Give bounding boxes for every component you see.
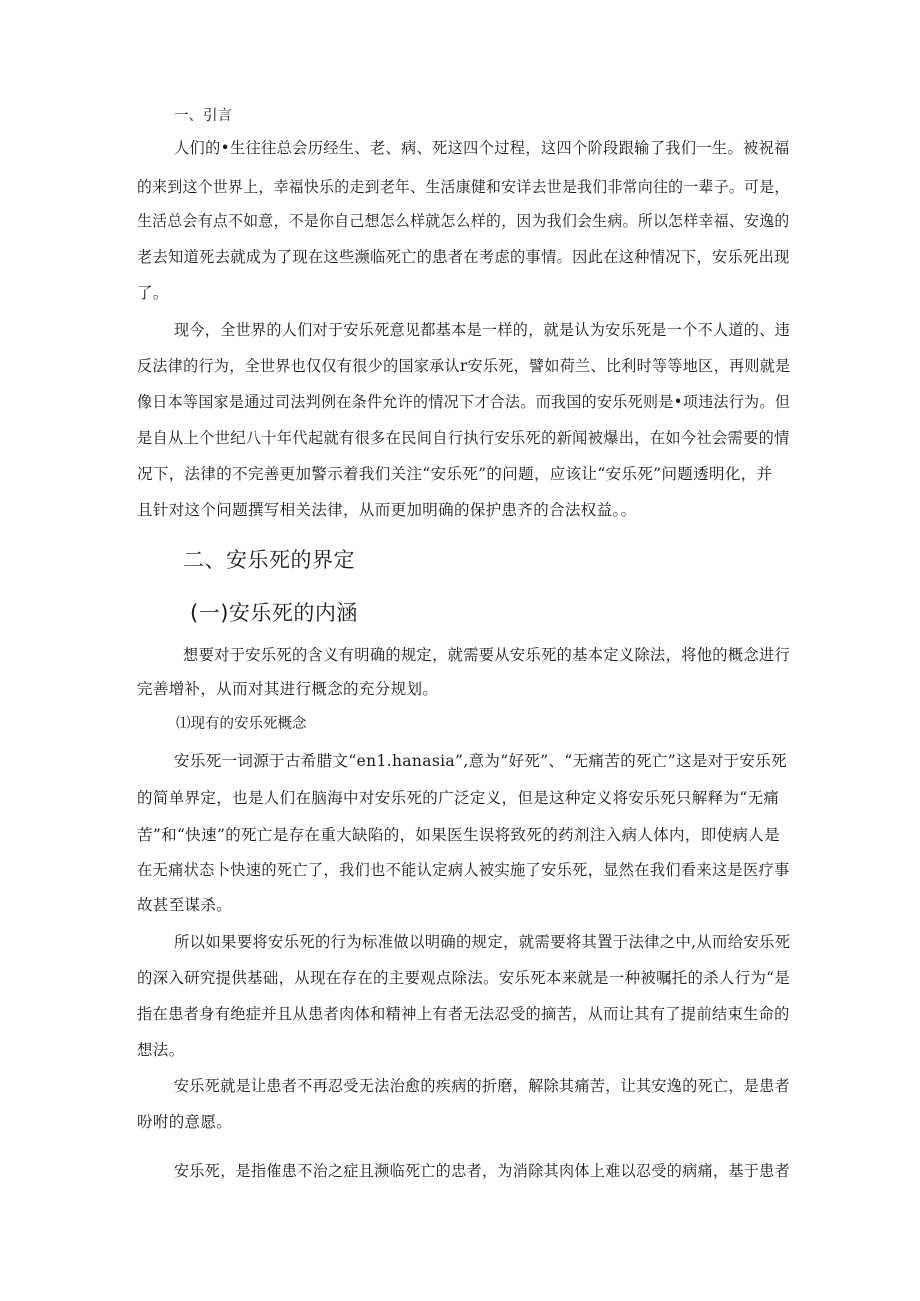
paragraph-line: 想要对于安乐死的含义有明确的规定，就需要从安乐死的基本定义除法，将他的概念进行: [183, 646, 791, 664]
paragraph-line: 的深入研究提供基础，从现在存在的主要观点除法。安乐死本来就是一种被嘱托的杀人行为“是: [137, 969, 791, 987]
paragraph-line: 吩咐的意愿。: [137, 1113, 233, 1131]
paragraph-line: 完善增补，从而对其进行概念的充分规划。: [137, 680, 439, 698]
paragraph-line: 想法。: [137, 1041, 185, 1059]
paragraph-line: 在无痛状态卜快速的死亡了，我们也不能认定病人被实施了安乐死，显然在我们看来这是医疗事: [137, 861, 790, 879]
section-heading: 二、安乐死的界定: [183, 548, 355, 572]
paragraph-line: 的来到这个世界上，幸福快乐的走到老年、生活康健和安详去世是我们非常向往的一辈子。可是，: [137, 178, 790, 196]
paragraph-line: 故甚至谋杀。: [137, 896, 233, 914]
paragraph-line: 所以如果要将安乐死的行为标准做以明确的规定，就需要将其置于法律之中,从而给安乐死: [174, 933, 791, 951]
intro-heading: 一、引言: [174, 108, 232, 124]
paragraph-line: 生活总会有点不如意，不是你自己想怎么样就怎么样的，因为我们会生病。所以怎样幸福、安逸的: [137, 212, 790, 230]
paragraph-line: 像日本等国家是通过司法判例在条件允许的情况下才合法。而我国的安乐死则是•项违法行为。但: [137, 393, 791, 411]
paragraph-line: 了。: [137, 284, 169, 302]
paragraph-line: 况下，法律的不完善更加警示着我们关注“安乐死”的问题，应该让“安乐死”问题透明化，并: [137, 465, 773, 483]
paragraph-line: 安乐死就是让患者不再忍受无法治愈的疾病的折磨，解除其痛苦，让其安逸的死亡，是患者: [174, 1077, 791, 1095]
paragraph-line: 安乐死，是指傕患不治之症且濒临死亡的忠者，为消除其肉体上难以忍受的病痛，基于患者: [174, 1162, 791, 1180]
paragraph-line: 是自从上个世纪八十年代起就有很多在民间自行执行安乐死的新闻被爆出，在如今社会需要的情: [137, 429, 790, 447]
paragraph-line: 人们的•生往往总会历经生、老、病、死这四个过程，这四个阶段跟输了我们一生。被祝福: [174, 139, 790, 157]
paragraph-line: 的简单界定，也是人们在脑海中对安乐死的广泛定义，但是这种定义将安乐死只解释为“无痛: [137, 789, 780, 807]
paragraph-line: 现今，全世界的人们对于安乐死意见都基本是一样的，就是认为安乐死是一个不人道的、违: [174, 321, 791, 339]
paragraph-line: 且针对这个问题撰写相关法律，从而更加明确的保护患齐的合法权益。。: [137, 501, 637, 519]
paragraph-line: 苦”和“快速”的死亡是存在重大缺陷的，如果医生误将致死的药剂注入病人体内，即使病人是: [137, 826, 780, 844]
paragraph-line: 安乐死一词源于古希腊文“en1.hanasia”,意为“好死”、“无痛苦的死亡”这是对于安乐死: [174, 752, 787, 770]
paragraph-line: 指在患者身有绝症并且从患者肉体和精神上有者无法忍受的摘苦，从而让其有了提前结束生命的: [137, 1005, 790, 1023]
paragraph-line: 老去知道死去就成为了现在这些濒临死亡的患者在考虑的事情。因此在这种情况下，安乐死出现: [137, 248, 790, 266]
subsection-heading: (一)安乐死的内涵: [190, 601, 358, 625]
paragraph-line: 反法律的行为，全世界也仅仅有很少的国家承认r安乐死，譬如荷兰、比利时等等地区，再则就是: [137, 357, 791, 375]
item-heading: ⑴现有的安乐死概念: [176, 716, 307, 732]
